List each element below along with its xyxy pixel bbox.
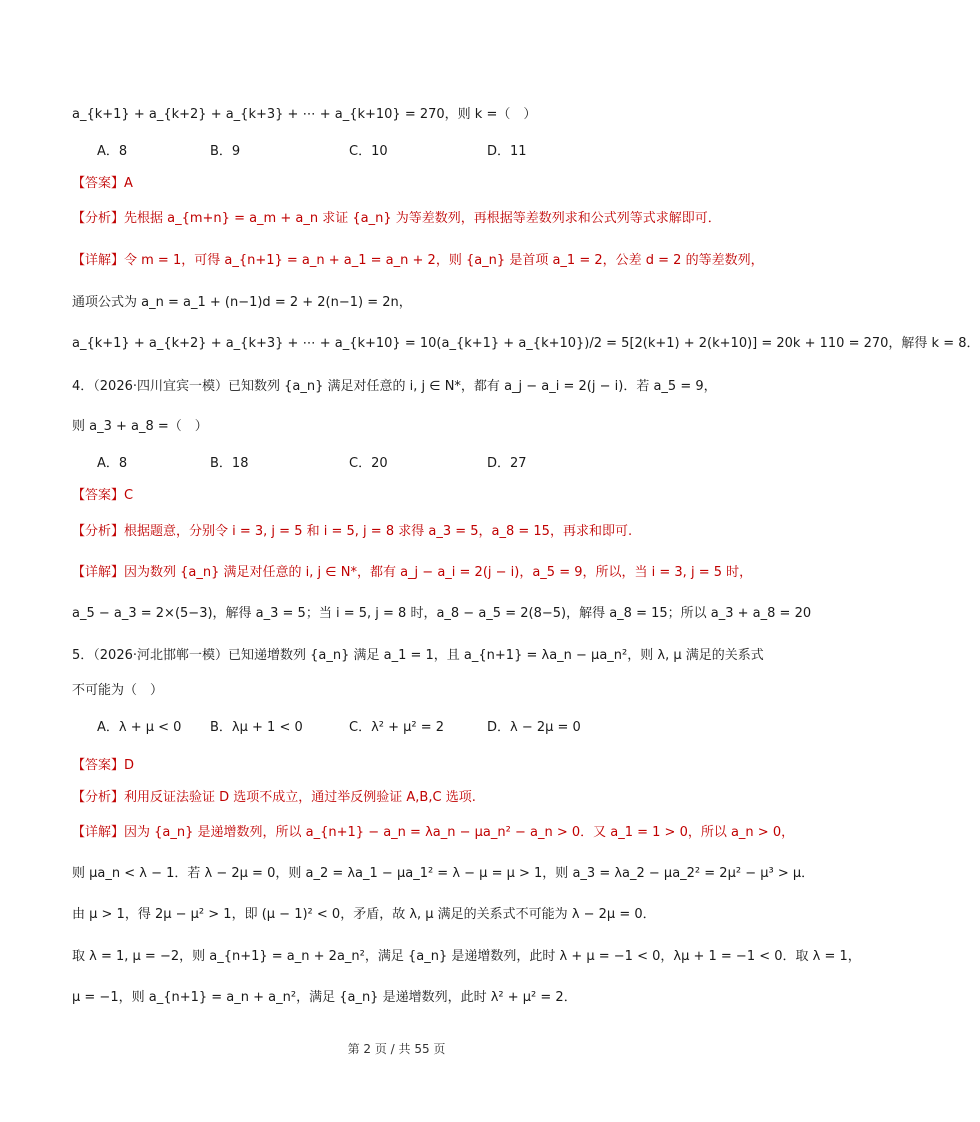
q3-detail-2: 通项公式为 a_n = a_1 + (n−1)d = 2 + 2(n−1) = 2n， [72, 295, 412, 310]
q4-stem-1: 4．（2026·四川宜宾一模）已知数列 {a_n} 满足对任意的 i, j ∈ N*，都有 a_j − a_i = 2(j − i)．若 a_5 = 9， [72, 379, 717, 394]
page-footer: 第 2 页 / 共 55 页 [347, 1042, 446, 1056]
q3-options [97, 141, 697, 163]
q3-analysis: 【分析】先根据 a_{m+n} = a_m + a_n 求证 {a_n} 为等差数列，再根据等差数列求和公式列等式求解即可． [72, 211, 721, 226]
q5-stem-2: 不可能为（ ） [72, 683, 164, 698]
q3-answer: 【答案】A [72, 176, 133, 191]
q4-answer: 【答案】C [72, 488, 134, 503]
q4-option-b: B．18 [210, 456, 249, 471]
q3-detail-3: a_{k+1} + a_{k+2} + a_{k+3} + ⋯ + a_{k+10} = 10(a_{k+1} + a_{k+10})/2 = 5[2(k+1) + 2(k+10)] = 20k + 110 = 270，解得 k = 8． [72, 336, 980, 351]
q5-answer: 【答案】D [72, 758, 135, 773]
q4-detail-2: a_5 − a_3 = 2×(5−3)，解得 a_3 = 5；当 i = 5, j = 8 时，a_8 − a_5 = 2(8−5)，解得 a_8 = 15；所以 a_3 + a_8 = 20 [72, 606, 812, 621]
q5-options [97, 717, 697, 739]
q4-stem-2: 则 a_3 + a_8 =（ ） [72, 419, 208, 434]
q5-detail-1: 【详解】因为 {a_n} 是递增数列，所以 a_{n+1} − a_n = λa_n − μa_n² − a_n > 0．又 a_1 = 1 > 0，所以 a_n > 0， [72, 825, 795, 840]
q4-option-c: C．20 [349, 456, 388, 471]
q5-option-b: B．λμ + 1 < 0 [210, 720, 303, 735]
q5-detail-3: 由 μ > 1，得 2μ − μ² > 1，即 (μ − 1)² < 0，矛盾，故 λ, μ 满足的关系式不可能为 λ − 2μ = 0． [72, 907, 656, 922]
q3-stem-continuation: a_{k+1} + a_{k+2} + a_{k+3} + ⋯ + a_{k+10} = 270，则 k =（ ） [72, 107, 537, 122]
q4-analysis: 【分析】根据题意，分别令 i = 3, j = 5 和 i = 5, j = 8 求得 a_3 = 5，a_8 = 15，再求和即可. [72, 524, 633, 539]
q3-option-c: C．10 [349, 144, 388, 159]
q3-option-a: A．8 [97, 144, 128, 159]
q4-detail-1: 【详解】因为数列 {a_n} 满足对任意的 i, j ∈ N*，都有 a_j − a_i = 2(j − i)，a_5 = 9，所以，当 i = 3, j = 5 时， [72, 565, 753, 580]
q3-option-b: B．9 [210, 144, 241, 159]
q5-option-c: C．λ² + μ² = 2 [349, 720, 445, 735]
q5-option-d: D．λ − 2μ = 0 [487, 720, 581, 735]
q3-detail-1: 【详解】令 m = 1，可得 a_{n+1} = a_n + a_1 = a_n + 2，则 {a_n} 是首项 a_1 = 2，公差 d = 2 的等差数列， [72, 253, 764, 268]
q3-option-d: D．11 [487, 144, 527, 159]
q5-detail-5: μ = −1，则 a_{n+1} = a_n + a_n²，满足 {a_n} 是递增数列，此时 λ² + μ² = 2． [72, 990, 577, 1005]
q4-option-d: D．27 [487, 456, 527, 471]
q5-analysis: 【分析】利用反证法验证 D 选项不成立，通过举反例验证 A,B,C 选项. [72, 790, 476, 805]
q4-option-a: A．8 [97, 456, 128, 471]
q5-option-a: A．λ + μ < 0 [97, 720, 182, 735]
q4-options [97, 453, 697, 475]
q5-stem-1: 5．（2026·河北邯郸一模）已知递增数列 {a_n} 满足 a_1 = 1，且 a_{n+1} = λa_n − μa_n²，则 λ, μ 满足的关系式 [72, 648, 764, 663]
q5-detail-4: 取 λ = 1, μ = −2，则 a_{n+1} = a_n + 2a_n²，满足 {a_n} 是递增数列，此时 λ + μ = −1 < 0，λμ + 1 = −1 < 0．取 λ = 1， [72, 949, 861, 964]
q5-detail-2: 则 μa_n < λ − 1．若 λ − 2μ = 0，则 a_2 = λa_1 − μa_1² = λ − μ = μ > 1，则 a_3 = λa_2 − μa_2² = 2μ² − μ³ > μ． [72, 866, 815, 881]
